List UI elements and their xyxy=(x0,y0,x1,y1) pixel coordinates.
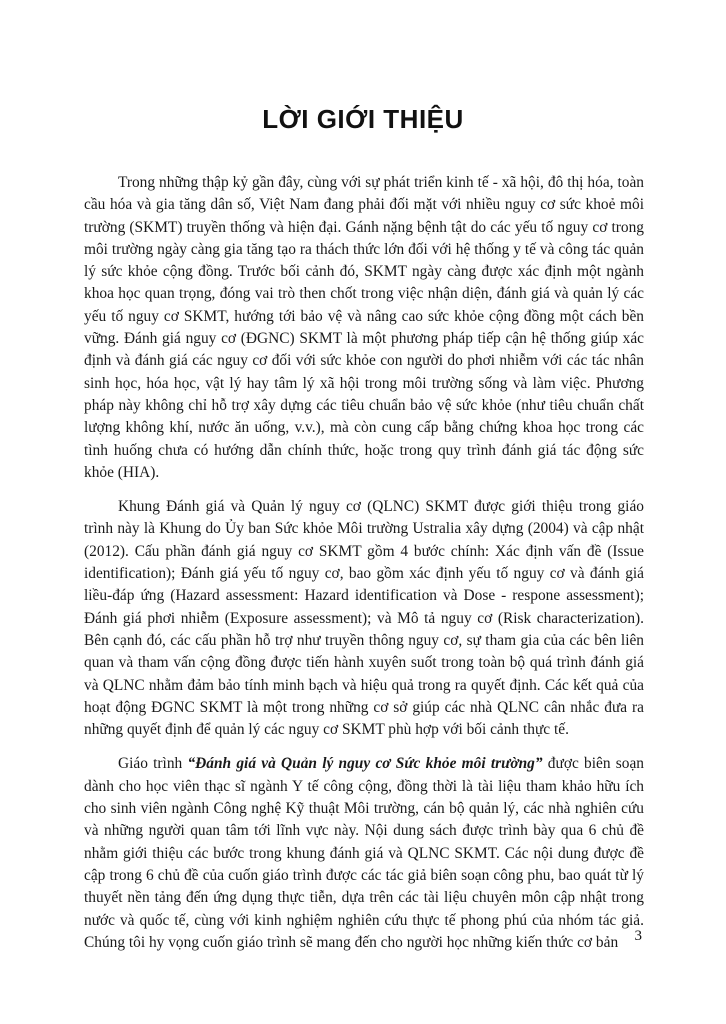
page-number: 3 xyxy=(634,928,642,944)
paragraph-2: Khung Đánh giá và Quản lý nguy cơ (QLNC) SKMT được giới thiệu trong giáo trình này là Khung do Ủy ban Sức khỏe Môi trường Ustralia xây dựng (2004) và cập nhật (2012). Cấu phần đánh giá nguy cơ SKMT gồm 4 bước chính: Xác định vấn đề (Issue identification); Đánh giá yếu tố nguy cơ, bao gồm xác định yếu tố nguy cơ và đánh giá liều-đáp ứng (Hazard assessment: Hazard identification và Dose - respone assessment); Đánh giá phơi nhiễm (Exposure assessment); và Mô tả nguy cơ (Risk characterization). Bên cạnh đó, các cấu phần hỗ trợ như truyền thông nguy cơ, sự tham gia của các bên liên quan và tham vấn cộng đồng được tiến hành xuyên suốt trong toàn bộ quá trình đánh giá và QLNC nhằm đảm bảo tính minh bạch và hiệu quả trong ra quyết định. Các kết quả của hoạt động ĐGNC SKMT là một trong những cơ sở giúp các nhà QLNC cân nhắc đưa ra những quyết định để quản lý các nguy cơ SKMT phù hợp với bối cảnh thực tế. xyxy=(84,498,644,739)
paragraph-3-lead: Giáo trình xyxy=(118,755,188,773)
page-title: LỜI GIỚI THIỆU xyxy=(262,104,464,134)
book-title: “Đánh giá và Quản lý nguy cơ Sức khỏe môi trường” xyxy=(187,755,543,773)
paragraph-1: Trong những thập kỷ gần đây, cùng với sự phát triển kinh tế - xã hội, đô thị hóa, toàn cầu hóa và gia tăng dân số, Việt Nam đang phải đối mặt với nhiều nguy cơ sức khoẻ môi trường (SKMT) truyền thống và hiện đại. Gánh nặng bệnh tật do các yếu tố nguy cơ trong môi trường ngày càng gia tăng tạo ra thách thức lớn đối với hệ thống y tế và công tác quản lý sức khỏe cộng đồng. Trước bối cảnh đó, SKMT ngày càng được xác định một ngành khoa học quan trọng, đóng vai trò then chốt trong việc nhận diện, đánh giá và quản lý các yếu tố nguy cơ SKMT, hướng tới bảo vệ và nâng cao sức khỏe cộng đồng một cách bền vững. Đánh giá nguy cơ (ĐGNC) SKMT là một phương pháp tiếp cận hệ thống giúp xác định và đánh giá các nguy cơ đối với sức khỏe con người do phơi nhiễm với các tác nhân sinh học, hóa học, vật lý hay tâm lý xã hội trong môi trường sống và làm việc. Phương pháp này không chỉ hỗ trợ xây dựng các tiêu chuẩn bảo vệ sức khỏe (như tiêu chuẩn chất lượng không khí, nước ăn uống, v.v.), mà còn cung cấp bằng chứng khoa học trong các tình huống chưa có hướng dẫn chính thức, hoặc trong quy trình đánh giá tác động sức khỏe (HIA). xyxy=(84,174,644,481)
paragraph-3-rest: được biên soạn dành cho học viên thạc sĩ ngành Y tế công cộng, đồng thời là tài liệu tham khảo hữu ích cho sinh viên ngành Công nghệ Kỹ thuật Môi trường, cán bộ quản lý, các nhà nghiên cứu và những người quan tâm tới lĩnh vực này. Nội dung sách được trình bày qua 6 chủ đề nhằm giới thiệu các bước trong khung đánh giá và QLNC SKMT. Các nội dung được đề cập trong 6 chủ đề của cuốn giáo trình được các tác giả biên soạn công phu, bao quát từ lý thuyết nền tảng đến ứng dụng thực tiễn, dựa trên các tài liệu chuyên môn cập nhật trong nước và quốc tế, cùng với kinh nghiệm nghiên cứu thực tế phong phú của nhóm tác giả. Chúng tôi hy vọng cuốn giáo trình sẽ mang đến cho người học những kiến thức cơ bản xyxy=(84,755,644,951)
body-text xyxy=(84,172,644,966)
paragraph-3 xyxy=(84,753,644,954)
